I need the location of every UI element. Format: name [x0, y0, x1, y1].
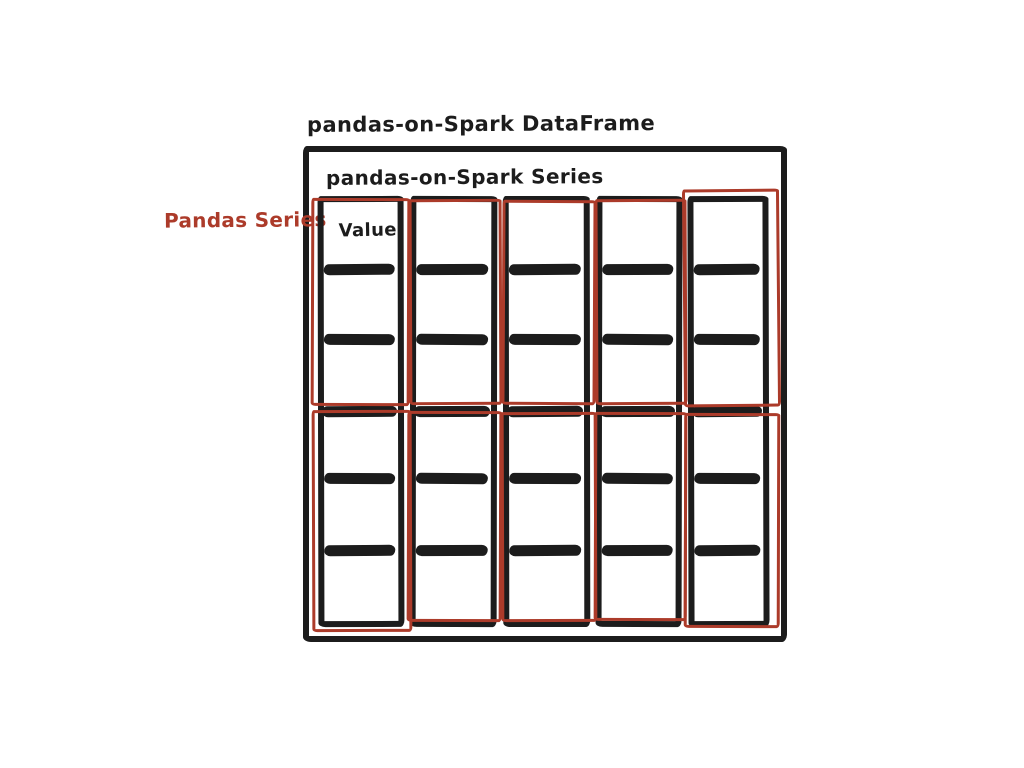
pandas-on-spark-series-label: pandas-on-Spark Series — [325, 164, 604, 190]
dataframe-title: pandas-on-Spark DataFrame — [306, 111, 656, 137]
pandas-series-label: Pandas Series — [163, 207, 327, 233]
pandas-series-highlight — [594, 199, 687, 405]
pandas-series-highlight — [501, 200, 596, 405]
pandas-series-highlight — [407, 411, 503, 622]
pandas-series-highlight — [501, 412, 598, 622]
pandas-series-highlight — [594, 412, 688, 621]
pandas-series-highlight — [409, 199, 503, 405]
pandas-series-highlight — [682, 189, 781, 408]
pandas-series-highlight — [312, 410, 413, 632]
pandas-series-highlight — [311, 198, 411, 406]
pandas-series-highlight — [684, 413, 781, 628]
value-label: Value — [338, 219, 398, 242]
